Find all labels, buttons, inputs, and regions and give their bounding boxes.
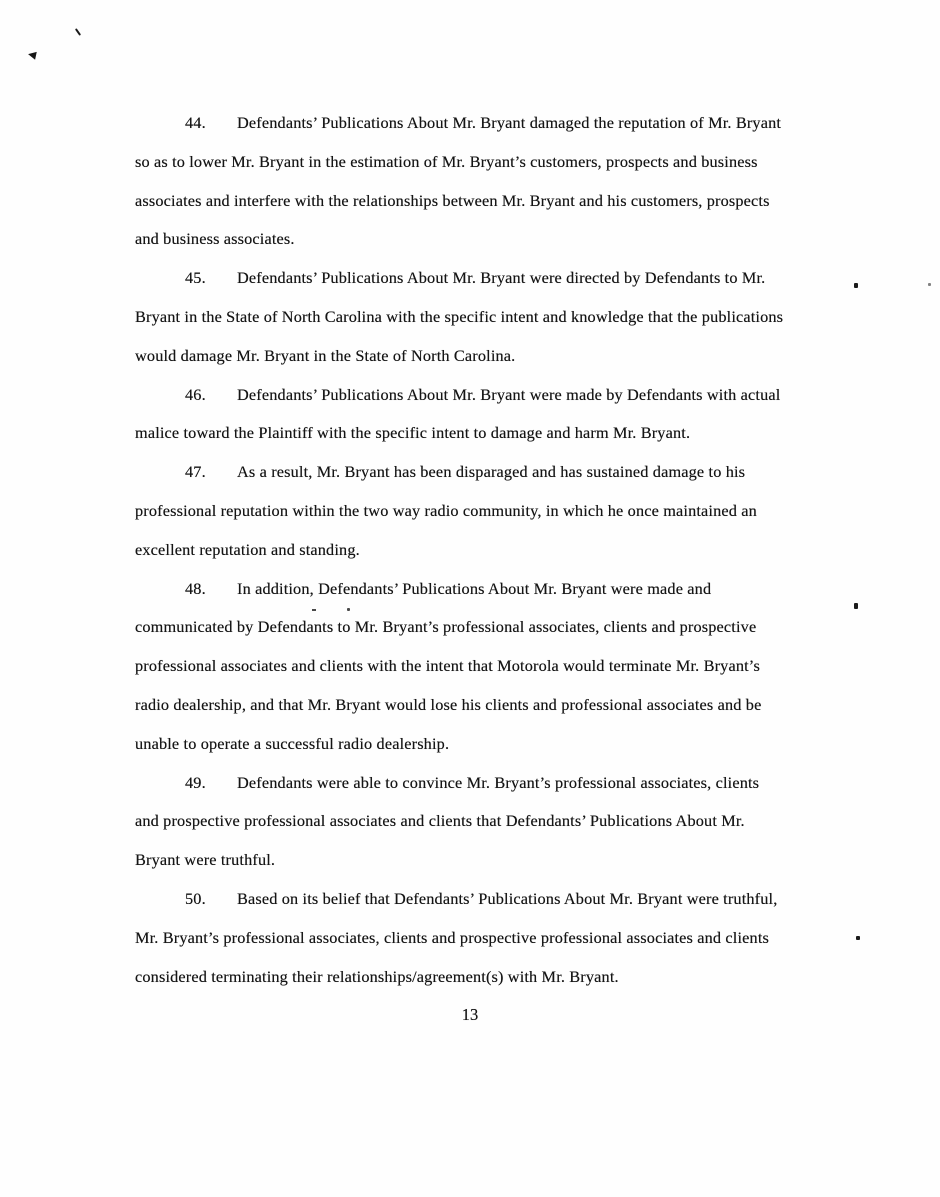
paragraph-first-line-text: In addition, Defendants’ Publications About Mr. Bryant were made and bbox=[237, 578, 712, 598]
document-line: malice toward the Plaintiff with the specific intent to damage and harm Mr. Bryant. bbox=[135, 423, 691, 443]
document-line: unable to operate a successful radio dealership. bbox=[135, 733, 450, 753]
page-number: 13 bbox=[461, 1005, 479, 1024]
document-line: radio dealership, and that Mr. Bryant would lose his clients and professional associates and be bbox=[135, 694, 762, 714]
paragraph-number: 50. bbox=[185, 888, 206, 908]
scan-speckle bbox=[27, 50, 36, 59]
document-line: Bryant in the State of North Carolina with the specific intent and knowledge that the publications bbox=[135, 306, 784, 326]
document-line: so as to lower Mr. Bryant in the estimation of Mr. Bryant’s customers, prospects and business bbox=[135, 151, 758, 171]
document-line: Mr. Bryant’s professional associates, clients and prospective professional associates and clients bbox=[135, 927, 769, 947]
paragraph-number: 46. bbox=[185, 384, 206, 404]
scan-speckle bbox=[856, 936, 860, 940]
document-line: considered terminating their relationships/agreement(s) with Mr. Bryant. bbox=[135, 966, 619, 986]
document-line: would damage Mr. Bryant in the State of North Carolina. bbox=[135, 345, 516, 365]
document-line: excellent reputation and standing. bbox=[135, 539, 360, 559]
document-line: professional associates and clients with the intent that Motorola would terminate Mr. Bryant’s bbox=[135, 656, 760, 676]
scan-speckle bbox=[854, 603, 858, 609]
paragraph-number: 44. bbox=[185, 113, 206, 132]
paragraph-first-line-text: Based on its belief that Defendants’ Publications About Mr. Bryant were truthful, bbox=[237, 888, 778, 908]
paragraph-first-line-text: Defendants’ Publications About Mr. Bryant were directed by Defendants to Mr. bbox=[237, 268, 766, 288]
document-body bbox=[135, 104, 811, 996]
scan-speckle bbox=[854, 283, 858, 288]
document-line: professional reputation within the two way radio community, in which he once maintained an bbox=[135, 500, 757, 520]
paragraph-first-line-text: Defendants’ Publications About Mr. Bryant were made by Defendants with actual bbox=[237, 384, 781, 404]
document-line bbox=[135, 259, 811, 298]
document-line bbox=[135, 880, 811, 919]
document-line: and business associates. bbox=[135, 229, 295, 249]
document-line bbox=[135, 764, 811, 803]
paragraph-first-line-text: Defendants’ Publications About Mr. Bryant damaged the reputation of Mr. Bryant bbox=[237, 113, 782, 132]
paragraph-first-line-text: As a result, Mr. Bryant has been disparaged and has sustained damage to his bbox=[237, 462, 746, 482]
paragraph-number: 45. bbox=[185, 268, 206, 288]
document-line bbox=[135, 570, 811, 609]
paragraph-first-line-text: Defendants were able to convince Mr. Bryant’s professional associates, clients bbox=[237, 772, 760, 792]
document-line: and prospective professional associates and clients that Defendants’ Publications About Mr. bbox=[135, 811, 745, 831]
document-line: associates and interfere with the relationships between Mr. Bryant and his customers, prospects bbox=[135, 190, 770, 210]
document-line: Bryant were truthful. bbox=[135, 850, 276, 870]
paragraph-number: 49. bbox=[185, 772, 206, 792]
scan-speckle bbox=[75, 28, 81, 36]
paragraph-number: 48. bbox=[185, 578, 206, 598]
document-line: communicated by Defendants to Mr. Bryant’s professional associates, clients and prospective bbox=[135, 617, 757, 637]
paragraph-number: 47. bbox=[185, 462, 206, 482]
document-line bbox=[135, 104, 811, 143]
document-line bbox=[135, 376, 811, 415]
scan-speckle bbox=[928, 283, 931, 286]
document-line bbox=[135, 453, 811, 492]
